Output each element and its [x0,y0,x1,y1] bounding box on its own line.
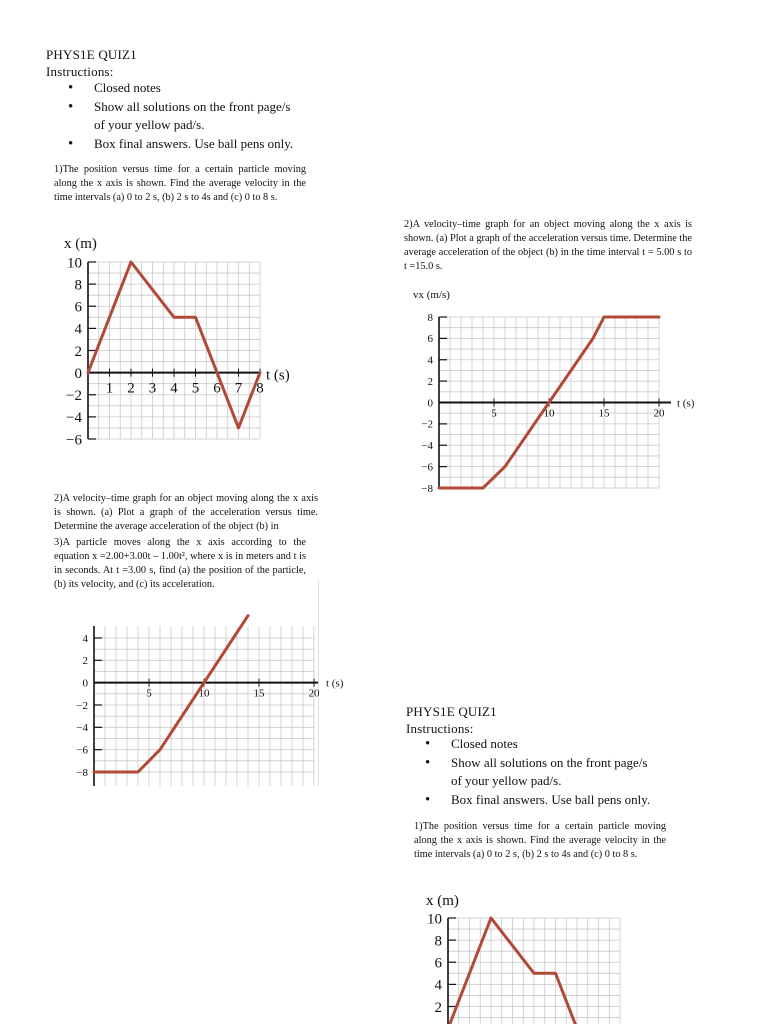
y-tick-label: 2 [434,999,442,1016]
question-3: 3)A particle moves along the x axis according to the equation x =2.00+3.00t – 1.00t², where x is in meters and t is in seconds. At t =3.00 s, find (a) the position of the particle, (b) its velocity, and (c) its acceleration. [54,537,306,590]
x-tick-label: 5 [191,380,200,397]
x-tick-label: 5 [491,407,497,420]
y-tick-label: −2 [66,388,82,404]
y-tick-label: −6 [66,432,82,449]
instruction-item: • Closed notes [413,735,713,754]
x-tick-label: 10 [543,407,555,420]
instructions-list-2 [413,735,713,809]
y-tick-label: 0 [82,677,88,690]
x-tick-label: 15 [253,687,265,700]
y-tick-label: 6 [74,299,82,316]
y-tick-label: 0 [427,397,433,410]
y-tick-label: −6 [76,744,88,757]
y-tick-label: 4 [82,632,88,645]
instructions-label: Instructions: [46,64,114,79]
y-tick-label: −8 [76,766,88,779]
y-tick-label: 2 [427,375,433,388]
x-tick-label: 1 [105,380,114,397]
x-tick-label: 20 [308,687,320,700]
velocity-time-chart [405,284,715,499]
position-time-chart [46,230,306,450]
instructions-list [56,79,356,153]
y-tick-label: 6 [427,333,433,346]
question-1: 1)The position versus time for a certain particle moving along the x axis is shown. Find the average velocity in the time intervals (a) 0 to 2 s, (b) 2 s to 4s and (c) 0 to 8 s. [54,164,306,203]
x-tick-label: 15 [598,407,610,420]
instruction-item: • Show all solutions on the front page/s [413,754,713,773]
y-axis-title: vx (m/s) [413,289,450,301]
y-tick-label: 2 [74,343,82,360]
question-1-copy: 1)The position versus time for a certain particle moving along the x axis is shown. Find the average velocity in the time intervals (a) 0 to 2 s, (b) 2 s to 4s and (c) 0 to 8 s. [414,821,666,860]
x-tick-label: 8 [256,380,264,397]
y-axis-title: x (m) [64,236,97,252]
quiz-title-2: PHYS1E QUIZ1 [406,704,497,719]
instructions-label-2: Instructions: [406,721,474,736]
x-tick-label: 20 [653,407,665,420]
instruction-item: • Box final answers. Use ball pens only. [413,791,713,810]
instruction-item: of your yellow pad/s. [94,117,205,132]
y-tick-label: 8 [434,933,442,950]
y-tick-label: −6 [421,461,433,474]
y-tick-label: 4 [427,354,433,367]
position-time-chart-copy [406,888,666,1024]
instruction-item: • Box final answers. Use ball pens only. [56,135,356,154]
y-tick-label: −4 [76,722,88,735]
y-axis-title: x (m) [426,893,459,909]
y-tick-label: 10 [427,911,442,928]
instruction-item: • Closed notes [56,79,356,98]
question-2-cut: 2)A velocity–time graph for an object moving along the x axis is shown. (a) Plot a graph of the acceleration versus time. Determine the average acceleration of the object (b) in [54,493,318,532]
x-axis-title: t (s) [677,397,695,410]
y-tick-label: −2 [421,418,433,431]
question-2: 2)A velocity–time graph for an object moving along the x axis is shown. (a) Plot a graph of the acceleration versus time. Determine the average acceleration of the object (b) in the time interval t = 5.00 s to t =15.0 s. [404,219,692,272]
y-tick-label: 2 [82,655,88,668]
velocity-time-chart-copy [60,618,360,788]
x-tick-label: 2 [127,380,135,397]
x-axis-title: t (s) [326,677,344,690]
quiz-title: PHYS1E QUIZ1 [46,47,137,62]
y-tick-label: 4 [434,977,442,994]
y-tick-label: −8 [421,482,433,495]
y-tick-label: 0 [74,365,82,382]
instruction-item: • Show all solutions on the front page/s [56,98,356,117]
x-axis-title: t (s) [266,367,290,384]
x-tick-label: 3 [148,380,157,397]
y-tick-label: −4 [421,440,433,453]
y-tick-label: −4 [66,410,82,427]
y-tick-label: 8 [427,311,433,324]
y-tick-label: 10 [67,255,82,272]
y-tick-label: 8 [74,277,82,294]
x-tick-label: 10 [198,687,210,700]
y-tick-label: 6 [434,955,442,972]
instruction-item: of your yellow pad/s. [451,773,562,788]
x-tick-label: 6 [213,380,221,397]
x-tick-label: 4 [170,380,178,397]
x-tick-label: 7 [234,380,243,397]
y-tick-label: −2 [76,699,88,712]
x-tick-label: 5 [146,687,152,700]
y-tick-label: 4 [74,321,82,338]
